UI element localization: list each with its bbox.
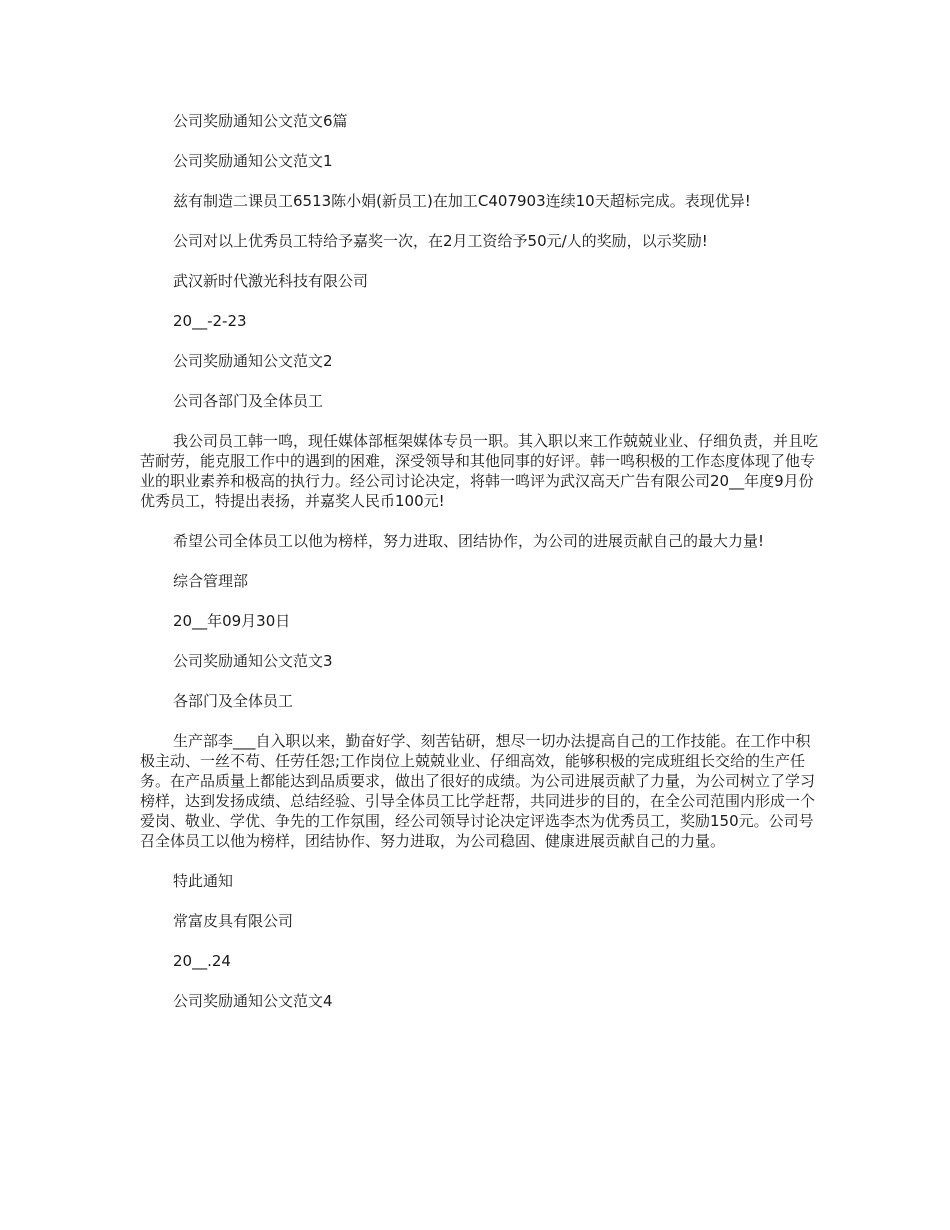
signature-company: 常富皮具有限公司 xyxy=(173,912,294,930)
section-heading-4: 公司奖励通知公文范文4 xyxy=(173,992,333,1010)
signature-department: 综合管理部 xyxy=(173,572,249,590)
section-heading-1: 公司奖励通知公文范文1 xyxy=(173,152,333,170)
body-paragraph: 兹有制造二课员工6513陈小娟(新员工)在加工C407903连续10天超标完成。表现优异! xyxy=(173,192,751,210)
body-paragraph: 希望公司全体员工以他为榜样，努力进取、团结协作，为公司的进展贡献自己的最大力量! xyxy=(173,532,765,550)
document-body xyxy=(140,111,820,1031)
addressee: 公司各部门及全体员工 xyxy=(173,392,324,410)
signature-date: 20__.24 xyxy=(173,952,231,970)
signature-date: 20__-2-23 xyxy=(173,312,247,330)
section-heading-2: 公司奖励通知公文范文2 xyxy=(173,352,333,370)
section-heading-3: 公司奖励通知公文范文3 xyxy=(173,652,333,670)
body-paragraph: 公司对以上优秀员工特给予嘉奖一次，在2月工资给予50元/人的奖励，以示奖励! xyxy=(173,232,708,250)
body-paragraph: 生产部李___自入职以来，勤奋好学、刻苦钻研，想尽一切办法提高自己的工作技能。在工作中积极主动、一丝不苟、任劳任怨;工作岗位上兢兢业业、仔细高效，能够积极的完成班组长交给的生产任务。在产品质量上都能达到品质要求，做出了很好的成绩。为公司进展贡献了力量，为公司树立了学习榜样，达到发扬成绩、总结经验、引导全体员工比学赶帮，共同进步的目的，在全公司范围内形成一个爱岗、敬业、学优、争先的工作氛围，经公司领导讨论决定评选李杰为优秀员工，奖励150元。公司号召全体员工以他为榜样，团结协作、努力进取，为公司稳固、健康进展贡献自己的力量。 xyxy=(140,732,816,850)
document-title: 公司奖励通知公文范文6篇 xyxy=(173,112,348,130)
body-paragraph: 我公司员工韩一鸣，现任媒体部框架媒体专员一职。其入职以来工作兢兢业业、仔细负责，并且吃苦耐劳，能克服工作中的遇到的困难，深受领导和其他同事的好评。韩一鸣积极的工作态度体现了他专业的职业素养和极高的执行力。经公司讨论决定，将韩一鸣评为武汉高天广告有限公司20__年度9月份优秀员工，特提出表扬，并嘉奖人民币100元! xyxy=(140,432,819,510)
signature-date: 20__年09月30日 xyxy=(173,612,291,630)
signature-company: 武汉新时代激光科技有限公司 xyxy=(173,272,369,290)
addressee: 各部门及全体员工 xyxy=(173,692,294,710)
notice-closing: 特此通知 xyxy=(173,872,234,890)
